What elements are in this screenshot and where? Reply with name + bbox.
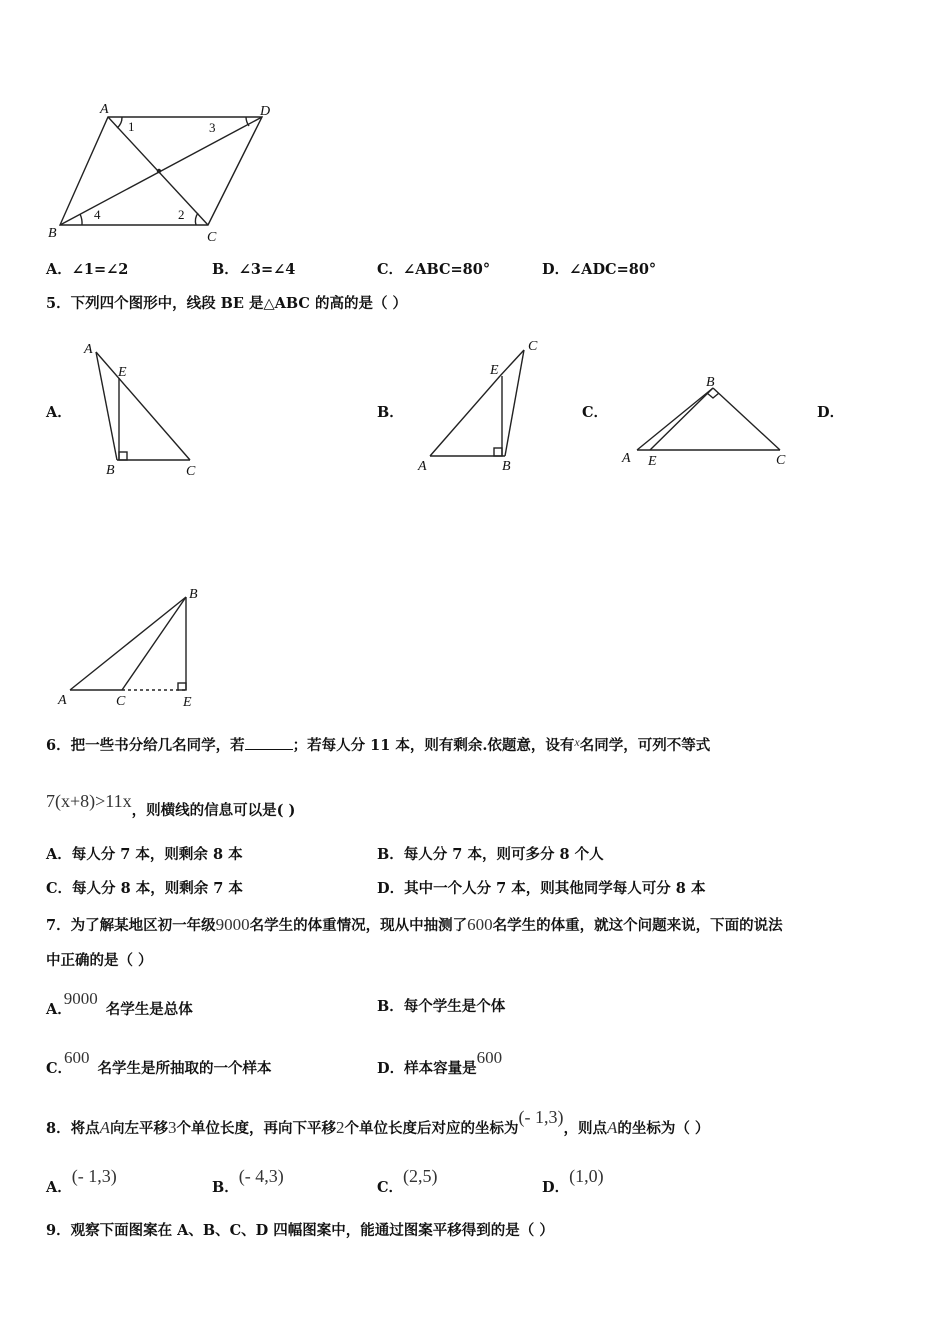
- vertex-label: C: [528, 339, 538, 354]
- q8-option-d: [542, 1166, 604, 1196]
- option-label: C．: [377, 1179, 404, 1196]
- coordinate: (- 1,3): [71, 1166, 117, 1186]
- q8-stem: [46, 1107, 710, 1137]
- stem-text: ，则点: [563, 1120, 607, 1137]
- vertex-label: E: [648, 454, 657, 469]
- q6-option-c: C．每人分 8 本，则剩余 7 本: [46, 880, 243, 897]
- option-label: C．: [46, 1060, 73, 1077]
- option-label: D．: [542, 1179, 570, 1196]
- option-text: 名学生是总体: [105, 1001, 193, 1018]
- q5-option-b: B．: [377, 404, 404, 421]
- stem-text: 个单位长度，再向下平移: [176, 1120, 336, 1137]
- option-label: D．: [377, 1060, 405, 1077]
- point-name: A: [99, 1118, 110, 1137]
- coordinate: (1,0): [569, 1166, 604, 1186]
- coordinate: (- 1,3): [518, 1107, 564, 1127]
- stem-text: 8．将点: [46, 1120, 100, 1137]
- stem-text: 7．为了解某地区初一年级: [46, 917, 216, 934]
- vertex-label: B: [706, 375, 715, 390]
- vertex-label: E: [118, 365, 127, 380]
- number: 3: [167, 1118, 177, 1137]
- q5-figure-c: [621, 375, 786, 469]
- vertex-label: A: [622, 451, 631, 466]
- stem-text: ；若每人分 11 本，则有剩余.依题意，设有: [292, 737, 575, 754]
- inequality-formula: 7(x+8)>11x: [46, 791, 132, 811]
- angle-label: 2: [178, 207, 185, 222]
- vertex-label: A: [58, 693, 67, 708]
- q6-option-a: A．每人分 7 本，则剩余 8 本: [46, 846, 243, 863]
- q7-option-a: [46, 989, 193, 1018]
- vertex-label: B: [189, 587, 198, 602]
- q8-option-c: [377, 1166, 438, 1196]
- vertex-label: A: [84, 342, 93, 357]
- q7-stem-2: 中正确的是（ ）: [46, 952, 153, 969]
- q9-stem: 9．观察下面图案在 A、B、C、D 四幅图案中，能通过图案平移得到的是（ ）: [46, 1222, 554, 1239]
- option-text: 每个学生是个体: [403, 998, 506, 1015]
- number: 600: [467, 915, 493, 934]
- q7-stem: [46, 916, 783, 934]
- stem-text: 名同学，可列不等式: [579, 737, 711, 754]
- stem-text: 名学生的体重，就这个问题来说，下面的说法: [492, 917, 783, 934]
- option-text: 样本容量是: [404, 1060, 477, 1077]
- vertex-label: A: [100, 102, 109, 117]
- option-text: 名学生是所抽取的一个样本: [97, 1060, 272, 1077]
- q7-option-b: [377, 1000, 505, 1015]
- vertex-label: A: [418, 459, 427, 474]
- vertex-label: B: [106, 463, 115, 478]
- option-label: A．: [46, 1179, 72, 1196]
- vertex-label: C: [116, 694, 126, 709]
- q7-option-c: [46, 1048, 272, 1077]
- answer-blank: [245, 749, 293, 750]
- number: 600: [476, 1048, 503, 1067]
- q7-option-d: [377, 1048, 503, 1077]
- coordinate: (- 4,3): [238, 1166, 284, 1186]
- stem-text: 向左平移: [109, 1120, 168, 1137]
- variable: x: [574, 735, 580, 749]
- q5-option-c: C．: [582, 404, 609, 421]
- q8-option-a: [46, 1166, 117, 1196]
- parallelogram-figure: [48, 102, 270, 245]
- q4-option-b: B．∠3=∠4: [212, 261, 296, 278]
- number: 9000: [63, 989, 98, 1008]
- stem-text: 6．把一些书分给几名同学，若: [46, 737, 245, 754]
- q6-stem-2: [46, 791, 296, 819]
- q5-option-a: A．: [46, 404, 72, 421]
- coordinate: (2,5): [403, 1166, 438, 1186]
- angle-label: 1: [128, 119, 135, 134]
- q5-figure-a: [83, 342, 196, 479]
- vertex-label: B: [48, 226, 57, 241]
- q4-option-c: C．∠ABC=80°: [377, 261, 491, 278]
- q6-option-d: D．其中一个人分 7 本，则其他同学每人可分 8 本: [377, 880, 706, 897]
- number: 9000: [215, 915, 250, 934]
- vertex-label: B: [502, 459, 511, 474]
- vertex-label: C: [207, 230, 217, 245]
- vertex-label: E: [183, 695, 192, 710]
- stem-text: ，则横线的信息可以是( ): [131, 802, 296, 819]
- option-label: B．: [212, 1179, 239, 1196]
- angle-label: 3: [209, 120, 216, 135]
- q4-option-d: D．∠ADC=80°: [542, 261, 657, 278]
- q8-option-b: [212, 1166, 284, 1196]
- stem-text: 的坐标为（ ）: [617, 1120, 710, 1137]
- vertex-label: D: [260, 104, 271, 119]
- stem-text: 名学生的体重情况，现从中抽测了: [249, 917, 468, 934]
- vertex-label: E: [490, 363, 499, 378]
- q4-option-a: A．∠1=∠2: [46, 261, 129, 278]
- q5-figure-b: [417, 339, 538, 474]
- q6-stem: [46, 735, 711, 754]
- q6-option-b: B．每人分 7 本，则可多分 8 个人: [377, 846, 604, 863]
- q5-figure-d: [57, 587, 198, 710]
- vertex-label: C: [776, 453, 786, 468]
- number: 2: [335, 1118, 345, 1137]
- q5-stem: 5．下列四个图形中，线段 BE 是△ABC 的高的是（ ）: [46, 295, 408, 312]
- option-label: A．: [46, 1001, 72, 1018]
- angle-label: 4: [94, 207, 101, 222]
- stem-text: 个单位长度后对应的坐标为: [344, 1120, 519, 1137]
- q5-option-d: D．: [817, 404, 845, 421]
- point-name: A: [606, 1118, 618, 1137]
- option-label: B．: [377, 998, 404, 1015]
- number: 600: [64, 1048, 90, 1067]
- vertex-label: C: [186, 464, 196, 479]
